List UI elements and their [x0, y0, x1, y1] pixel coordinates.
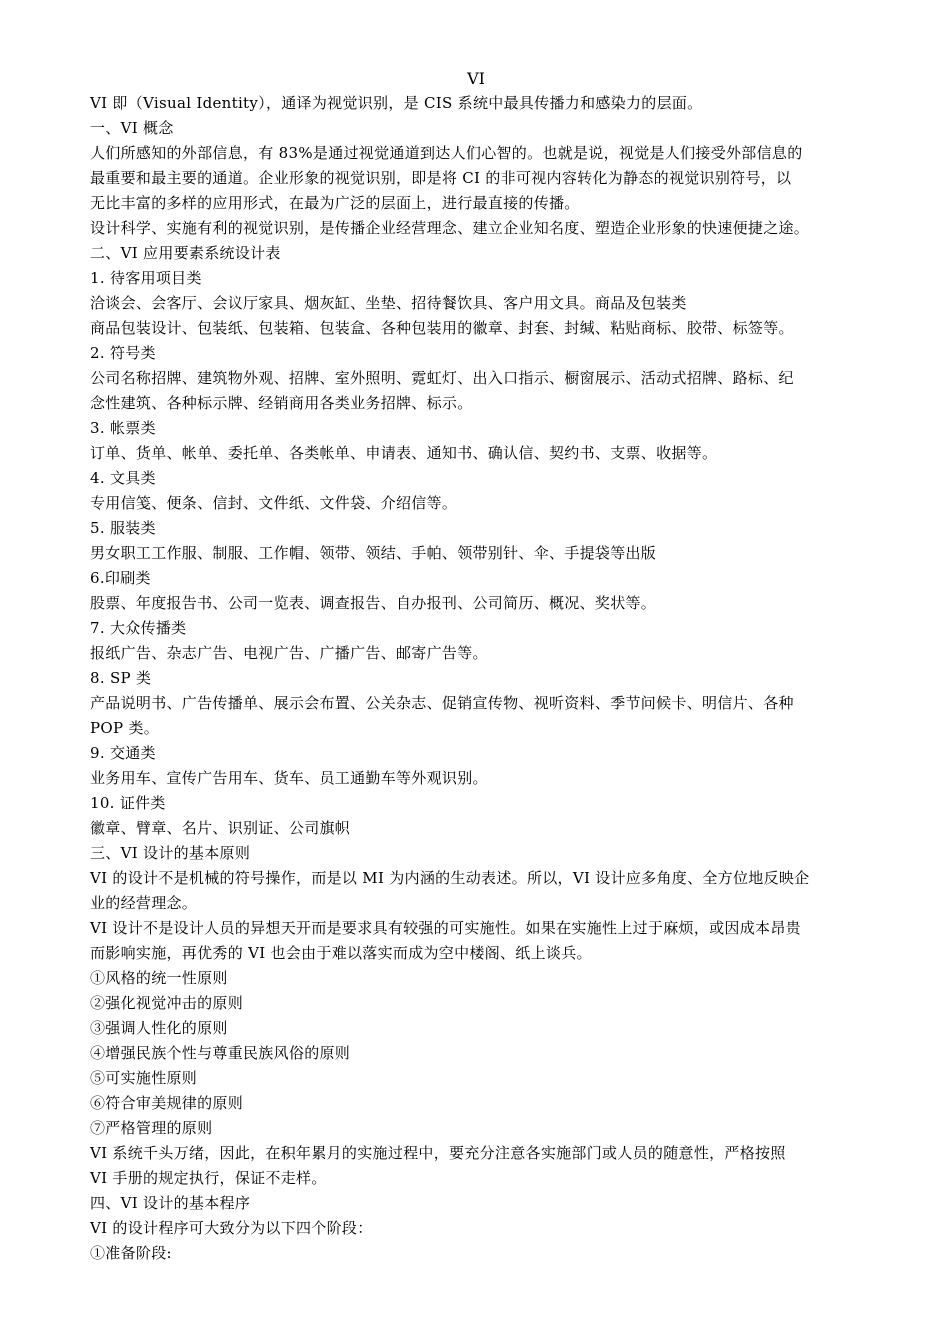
text-line: 4. 文具类 [90, 469, 156, 487]
document-title: VI [467, 69, 485, 88]
text-line: 产品说明书、广告传播单、展示会布置、公关杂志、促销宣传物、视听资料、季节问候卡、明信片、各种 [90, 694, 794, 712]
text-line: VI 设计不是设计人员的异想天开而是要求具有较强的可实施性。如果在实施性上过于麻烦，或因成本昂贵 [90, 919, 801, 937]
text-line: 7. 大众传播类 [90, 619, 187, 637]
text-line: 5. 服装类 [90, 519, 156, 537]
text-line: 10. 证件类 [90, 794, 166, 812]
text-line: 无比丰富的多样的应用形式，在最为广泛的层面上，进行最直接的传播。 [90, 194, 580, 212]
text-line: VI 的设计不是机械的符号操作，而是以 MI 为内涵的生动表述。所以，VI 设计应多角度、全方位地反映企 [90, 869, 810, 887]
text-line: 股票、年度报告书、公司一览表、调查报告、自办报刊、公司简历、概况、奖状等。 [90, 594, 657, 612]
text-line: 8. SP 类 [90, 669, 152, 687]
text-line: 3. 帐票类 [90, 419, 156, 437]
text-line: 1. 待客用项目类 [90, 269, 202, 287]
document-body [90, 91, 862, 1266]
text-line: 徽章、臂章、名片、识别证、公司旗帜 [90, 819, 351, 837]
text-line: 业务用车、宣传广告用车、货车、员工通勤车等外观识别。 [90, 769, 488, 787]
text-line: POP 类。 [90, 719, 160, 737]
text-line: VI 手册的规定执行，保证不走样。 [90, 1169, 327, 1187]
text-line: 四、VI 设计的基本程序 [90, 1194, 251, 1212]
text-line: ①风格的统一性原则 [90, 969, 228, 987]
text-line: 9. 交通类 [90, 744, 156, 762]
text-line: VI 系统千头万绪，因此，在积年累月的实施过程中，要充分注意各实施部门或人员的随意性，严格按照 [90, 1144, 786, 1162]
text-line: 业的经营理念。 [90, 894, 198, 912]
text-line: ①准备阶段: [90, 1244, 172, 1262]
text-line: 专用信笺、便条、信封、文件纸、文件袋、介绍信等。 [90, 494, 458, 512]
text-line: 一、VI 概念 [90, 119, 174, 137]
text-line: 洽谈会、会客厅、会议厅家具、烟灰缸、坐垫、招待餐饮具、客户用文具。商品及包装类 [90, 294, 687, 312]
text-line: 公司名称招牌、建筑物外观、招牌、室外照明、霓虹灯、出入口指示、橱窗展示、活动式招牌、路标、纪 [90, 369, 794, 387]
text-line: ④增强民族个性与尊重民族风俗的原则 [90, 1044, 351, 1062]
text-line: 念性建筑、各种标示牌、经销商用各类业务招牌、标示。 [90, 394, 473, 412]
text-line: VI 的设计程序可大致分为以下四个阶段： [90, 1219, 373, 1237]
text-line: 设计科学、实施有利的视觉识别，是传播企业经营理念、建立企业知名度、塑造企业形象的快速便捷之途。 [90, 219, 810, 237]
text-line: ⑥符合审美规律的原则 [90, 1094, 244, 1112]
text-line: 三、VI 设计的基本原则 [90, 844, 251, 862]
text-line: VI 即（Visual Identity），通译为视觉识别，是 CIS 系统中最具传播力和感染力的层面。 [90, 94, 703, 112]
text-line: 2. 符号类 [90, 344, 156, 362]
text-line: ③强调人性化的原则 [90, 1019, 228, 1037]
text-line: 最重要和最主要的通道。企业形象的视觉识别，即是将 CI 的非可视内容转化为静态的视觉识别符号，以 [90, 169, 792, 187]
text-line: 6.印刷类 [90, 569, 151, 587]
text-line: ⑦严格管理的原则 [90, 1119, 213, 1137]
text-line: ⑤可实施性原则 [90, 1069, 198, 1087]
text-line: 男女职工工作服、制服、工作帽、领带、领结、手帕、领带别针、伞、手提袋等出版 [90, 544, 657, 562]
text-line: 人们所感知的外部信息，有 83%是通过视觉通道到达人们心智的。也就是说，视觉是人们接受外部信息的 [90, 144, 803, 162]
text-line: 二、VI 应用要素系统设计表 [90, 244, 281, 262]
text-line: ②强化视觉冲击的原则 [90, 994, 244, 1012]
text-line: 报纸广告、杂志广告、电视广告、广播广告、邮寄广告等。 [90, 644, 488, 662]
text-line: 订单、货单、帐单、委托单、各类帐单、申请表、通知书、确认信、契约书、支票、收据等。 [90, 444, 718, 462]
text-line: 而影响实施，再优秀的 VI 也会由于难以落实而成为空中楼阁、纸上谈兵。 [90, 944, 592, 962]
text-line: 商品包装设计、包装纸、包装箱、包装盒、各种包装用的徽章、封套、封缄、粘贴商标、胶带、标签等。 [90, 319, 794, 337]
